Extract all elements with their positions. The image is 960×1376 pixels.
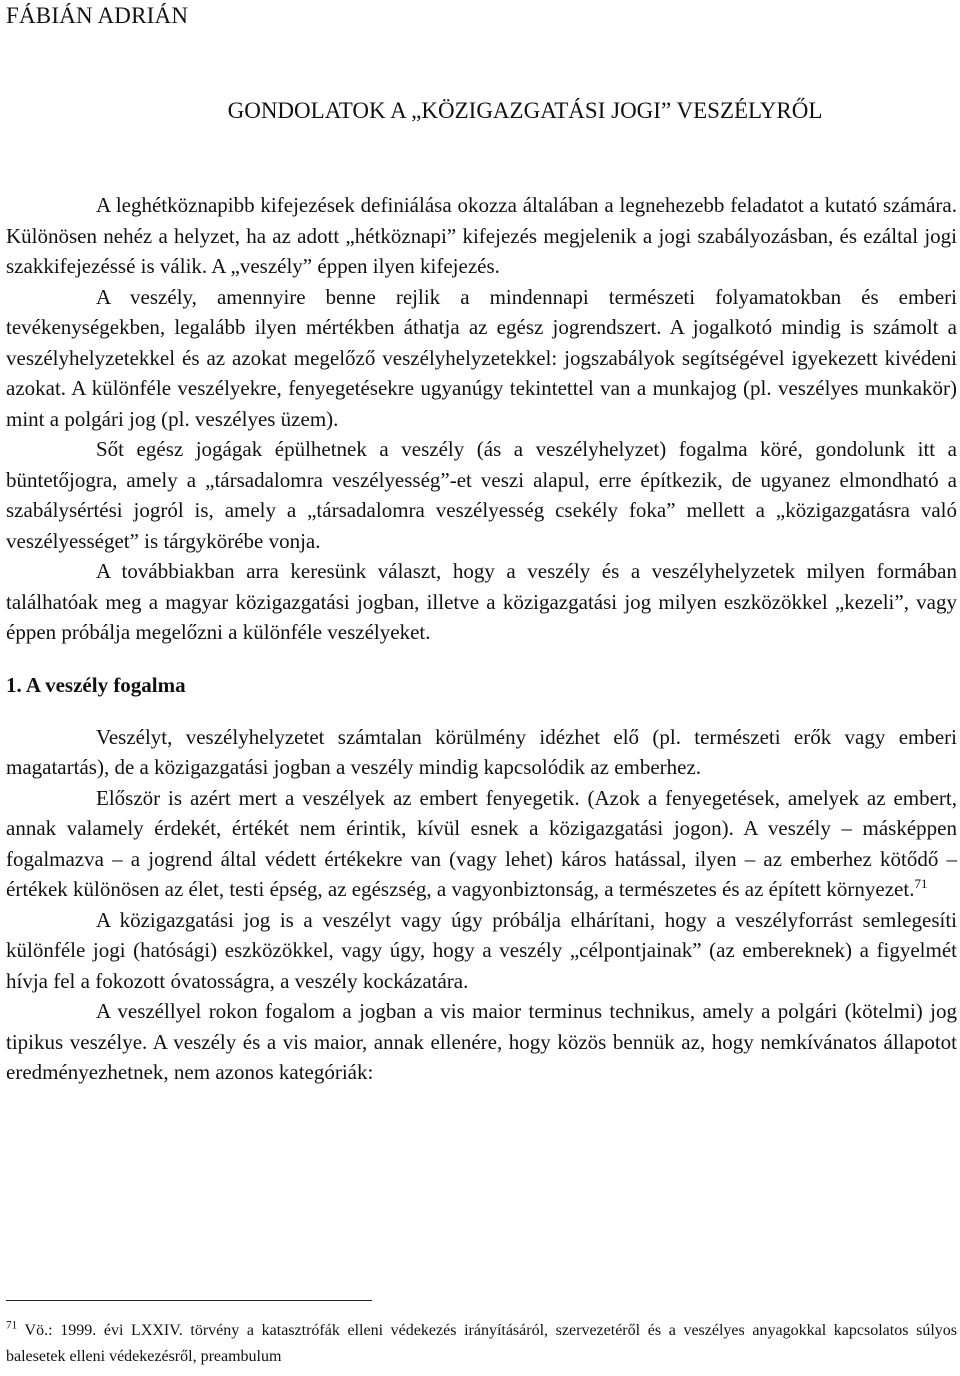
footnote-reference[interactable]: 71 [914,876,928,891]
paragraph-intro: A leghétköznapibb kifejezések definiálása okozza általában a legnehezebb feladatot a kutató számára. Különösen nehéz a helyzet, ha az adott „hétköznapi” kifejezés megjelenik a jogi szabályozásban, és ezáltal jogi szakkifejezéssé is válik. A „veszély” éppen ilyen kifejezés. [6,193,957,278]
paragraph-jogagak: Sőt egész jogágak épülhetnek a veszély (ás a veszélyhelyzet) fogalma köré, gondolunk itt a büntetőjogra, amely a „társadalomra veszélyesség”-et veszi alapul, erre építkezik, de ugyanez elmondható a szabálysértési jogról is, amely a „társadalomra veszélyesség csekély foka” mellett a „közigazgatásra való veszélyességet” is tárgykörébe vonja. [6,437,957,553]
article-title: GONDOLATOK A „KÖZIGAZGATÁSI JOGI” VESZÉLYRŐL [227,98,823,123]
author-name: FÁBIÁN ADRIÁN [6,3,189,28]
footnote-separator [6,1300,372,1301]
section-heading: 1. A veszély fogalma [6,672,186,697]
paragraph-veszelyt: Veszélyt, veszélyhelyzetet számtalan körülmény idézhet elő (pl. természeti erők vagy emberi magatartás), de a közigazgatási jogban a veszély mindig kapcsolódik az emberhez. [6,724,957,779]
paragraph-vis-maior: A veszéllyel rokon fogalom a jogban a vis maior terminus technikus, amely a polgári (kötelmi) jog tipikus veszélye. A veszély és a vis maior, annak ellenére, hogy közös bennük az, hogy nemkívánatos állapotot eredményezhetnek, nem azonos kategóriák: [6,999,957,1084]
article-body [6,190,957,1088]
paragraph-tovabbiakban: A továbbiakban arra keresünk választ, hogy a veszély és a veszélyhelyzetek milyen formában találhatóak meg a magyar közigazgatási jogban, illetve a közigazgatási jog milyen eszközökkel „kezeli”, vagy éppen próbálja megelőzni a különféle veszélyeket. [6,559,957,644]
paragraph-kozigazgatasi-jog: A közigazgatási jog is a veszélyt vagy úgy próbálja elhárítani, hogy a veszélyforrást semlegesíti különféle jogi (hatósági) eszközökkel, vagy úgy, hogy a veszély „célpontjainak” (az embereknek) a figyelmét hívja fel a fokozott óvatosságra, a veszély kockázatára. [6,907,957,993]
footnote-number: 71 [6,1319,18,1332]
footnote [6,1318,957,1370]
paragraph-eloszor-text: Először is azért mert a veszélyek az embert fenyegetik. (Azok a fenyegetések, amelyek az embert, annak valamely érdekét, értékét nem érintik, kívül esnek a közigazgatási jogon). A veszély – másképpen fogalmazva – a jogrend által védett értékekre van (vagy lehet) káros hatással, ilyen – az emberhez kötődő – értékek különösen az élet, testi épség, az egészség, a vagyonbiztonság, a természetes és az épített környezet. [6,785,957,901]
paragraph-eloszor [6,783,957,905]
footnote-text: Vö.: 1999. évi LXXIV. törvény a katasztrófák elleni védekezés irányításáról, szervezetéről és a veszélyes anyagokkal kapcsolatos súlyos balesetek elleni védekezésről, preambulum [6,1322,957,1365]
paragraph-veszely-jogrendszer: A veszély, amennyire benne rejlik a mindennapi természeti folyamatokban és emberi tevékenységekben, legalább ilyen mértékben áthatja az egész jogrendszert. A jogalkotó mindig is számolt a veszélyhelyzetekkel és az azokat megelőző veszélyhelyzetekkel: jogszabályok segítségével igyekezett kivédeni azokat. A különféle veszélyekre, fenyegetésekre ugyanúgy tekintettel van a munkajog (pl. veszélyes munkakör) mint a polgári jog (pl. veszélyes üzem). [6,284,957,431]
